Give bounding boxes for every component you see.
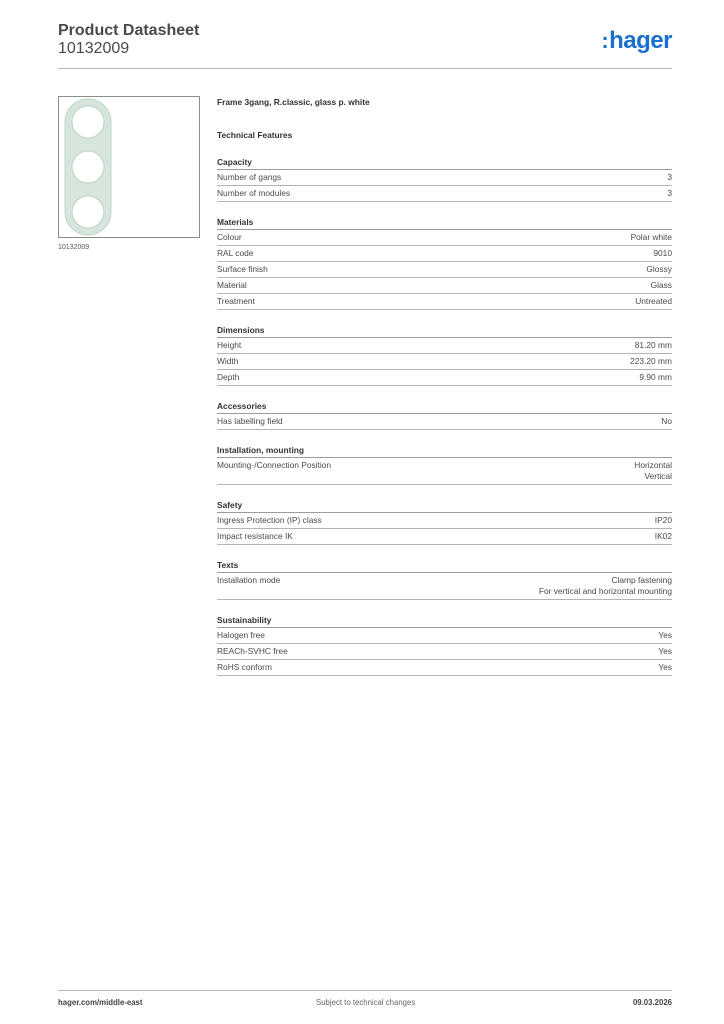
feature-value-line: For vertical and horizontal mounting [538,586,672,596]
section-title: Materials [217,216,672,230]
feature-row [217,294,672,310]
feature-value-line: Yes [658,630,672,640]
feature-label: Width [217,356,239,366]
feature-row [217,338,672,354]
feature-value-line: 3 [667,172,672,182]
feature-row [217,170,672,186]
feature-label: Ingress Protection (IP) class [217,515,322,525]
feature-value [634,460,672,482]
feature-label: Depth [217,372,240,382]
feature-row [217,370,672,386]
feature-value [631,232,672,243]
feature-value [639,372,672,383]
section-sustainability [217,614,672,676]
feature-value [635,296,672,307]
feature-value [658,646,672,657]
feature-value-line: Polar white [630,232,672,242]
page-header [58,22,199,58]
feature-value-line: 223.20 mm [630,356,672,366]
footer-website: hager.com/middle-east [58,998,143,1007]
feature-value-line: Yes [658,646,672,656]
feature-row [217,354,672,370]
feature-label: Surface finish [217,264,268,274]
feature-row [217,230,672,246]
feature-row [217,628,672,644]
section-title: Accessories [217,400,672,414]
feature-value-line: Vertical [644,471,672,481]
feature-value-line: 9010 [653,248,672,258]
feature-value [667,188,672,199]
feature-value-line: Untreated [635,296,672,306]
feature-value-line: Horizontal [634,460,672,470]
feature-value [661,416,672,427]
section-title: Dimensions [217,324,672,338]
footer-note: Subject to technical changes [316,998,416,1007]
feature-value [653,248,672,259]
technical-features-heading: Technical Features [217,130,293,140]
section-installation-mounting [217,444,672,485]
feature-label: Has labelling field [217,416,283,426]
feature-row [217,644,672,660]
feature-value-line: No [661,416,672,426]
feature-sections [217,156,672,676]
feature-label: Halogen free [217,630,265,640]
image-caption: 10132009 [58,244,90,251]
feature-row [217,262,672,278]
feature-value-line: Yes [658,662,672,672]
feature-label: Number of modules [217,188,291,198]
feature-value [667,172,672,183]
section-safety [217,499,672,545]
feature-value [646,264,672,275]
feature-row [217,186,672,202]
hager-logo: :hager [601,27,672,54]
feature-value-line: 9.90 mm [639,372,672,382]
logo-text: hager [609,27,672,54]
feature-label: Height [217,340,242,350]
section-title: Sustainability [217,614,672,628]
feature-row [217,414,672,430]
feature-row [217,513,672,529]
feature-row [217,278,672,294]
feature-value-line: Glass [650,280,672,290]
feature-value [635,340,672,351]
feature-value-line: IK02 [654,531,672,541]
feature-label: RoHS conform [217,662,272,672]
feature-value-line: IP20 [654,515,672,525]
section-accessories [217,400,672,430]
section-title: Safety [217,499,672,513]
frame-3gang-image [59,97,199,237]
footer-date: 09.03.2026 [632,998,672,1007]
feature-value-line: 3 [667,188,672,198]
feature-row [217,573,672,600]
product-name: Frame 3gang, R.classic, glass p. white [217,97,370,107]
feature-label: Material [217,280,247,290]
feature-row [217,458,672,485]
section-capacity [217,156,672,202]
datasheet-content [217,96,672,676]
feature-value [655,531,672,542]
feature-value [539,575,672,597]
section-title: Capacity [217,156,672,170]
footer-divider [58,990,672,991]
header-divider [58,68,672,69]
feature-value [658,662,672,673]
article-number: 10132009 [58,40,130,57]
section-texts [217,559,672,600]
feature-value-line: 81.20 mm [634,340,672,350]
section-title: Installation, mounting [217,444,672,458]
feature-label: Number of gangs [217,172,282,182]
feature-value [630,356,672,367]
feature-label: Impact resistance IK [217,531,293,541]
page-title: Product Datasheet [58,22,200,39]
feature-value [655,515,672,526]
feature-label: REACh-SVHC free [217,646,288,656]
feature-row [217,246,672,262]
feature-label: RAL code [217,248,254,258]
feature-row [217,660,672,676]
feature-label: Installation mode [217,575,281,585]
section-materials [217,216,672,310]
feature-value [651,280,672,291]
feature-label: Mounting-/Connection Position [217,460,332,470]
feature-label: Colour [217,232,242,242]
product-image [58,96,200,238]
feature-value-line: Clamp fastening [611,575,672,585]
feature-label: Treatment [217,296,255,306]
feature-row [217,529,672,545]
feature-value-line: Glossy [646,264,672,274]
feature-value [658,630,672,641]
section-title: Texts [217,559,672,573]
section-dimensions [217,324,672,386]
